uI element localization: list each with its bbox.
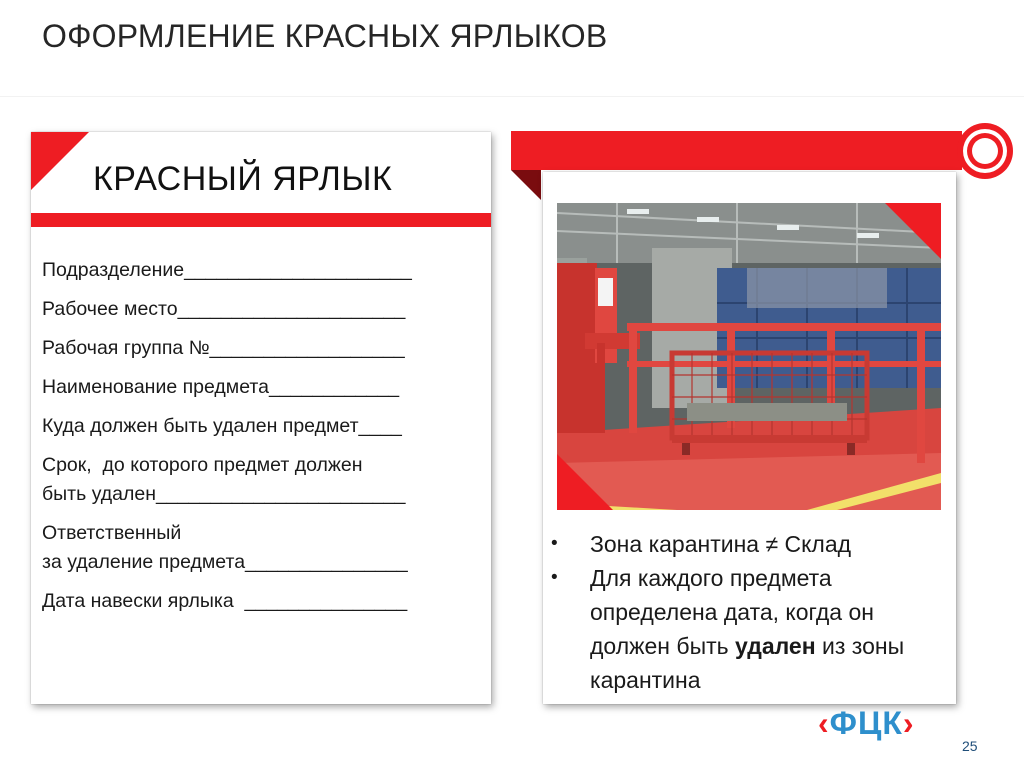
card-heading: КРАСНЫЙ ЯРЛЫК	[93, 160, 393, 198]
field-deadline: Срок, до которого предмет должен быть удален_______________________	[42, 454, 406, 505]
bullet-dot-icon: •	[551, 533, 558, 554]
photo-corner-top-right	[885, 203, 941, 259]
bullet-text-end: из зоны карантина	[590, 633, 905, 693]
logo-letters: ФЦК	[829, 705, 903, 741]
photo-illustration	[557, 203, 941, 510]
band-fold	[511, 170, 541, 200]
bullet-item	[549, 561, 954, 697]
red-label-card	[31, 132, 491, 704]
bullet-item	[549, 527, 954, 561]
field-tag-date: Дата навески ярлыка _______________	[42, 590, 408, 612]
red-header-band	[511, 131, 962, 170]
bullet-dot-icon: •	[551, 567, 558, 588]
bullet-text: Для каждого предмета определена дата, когда он должен быть	[590, 565, 874, 659]
bullet-bold-text: удален	[735, 633, 816, 659]
photo-corner-bottom-left	[557, 454, 613, 510]
field-work-group: Рабочая группа №__________________	[42, 337, 405, 359]
corner-triangle	[31, 132, 89, 190]
field-item-name: Наименование предмета____________	[42, 376, 400, 398]
target-icon	[955, 121, 1015, 181]
page-number: 25	[962, 738, 978, 754]
field-subdivision: Подразделение_____________________	[42, 259, 412, 281]
field-destination: Куда должен быть удален предмет____	[42, 415, 402, 437]
slide-title: ОФОРМЛЕНИЕ КРАСНЫХ ЯРЛЫКОВ	[42, 18, 608, 54]
logo-left-bracket: ‹	[818, 705, 830, 741]
bullet-text: Зона карантина ≠ Склад	[590, 531, 852, 557]
quarantine-zone-photo	[557, 203, 941, 510]
red-bar	[31, 213, 491, 227]
fck-logo	[818, 705, 915, 741]
quarantine-card	[543, 172, 956, 704]
logo-right-bracket: ›	[902, 705, 915, 741]
title-divider	[0, 96, 1024, 97]
field-responsible: Ответственный за удаление предмета_______________	[42, 522, 408, 573]
quarantine-bullets	[549, 527, 954, 697]
field-workplace: Рабочее место_____________________	[42, 298, 406, 320]
label-fields	[42, 256, 482, 626]
